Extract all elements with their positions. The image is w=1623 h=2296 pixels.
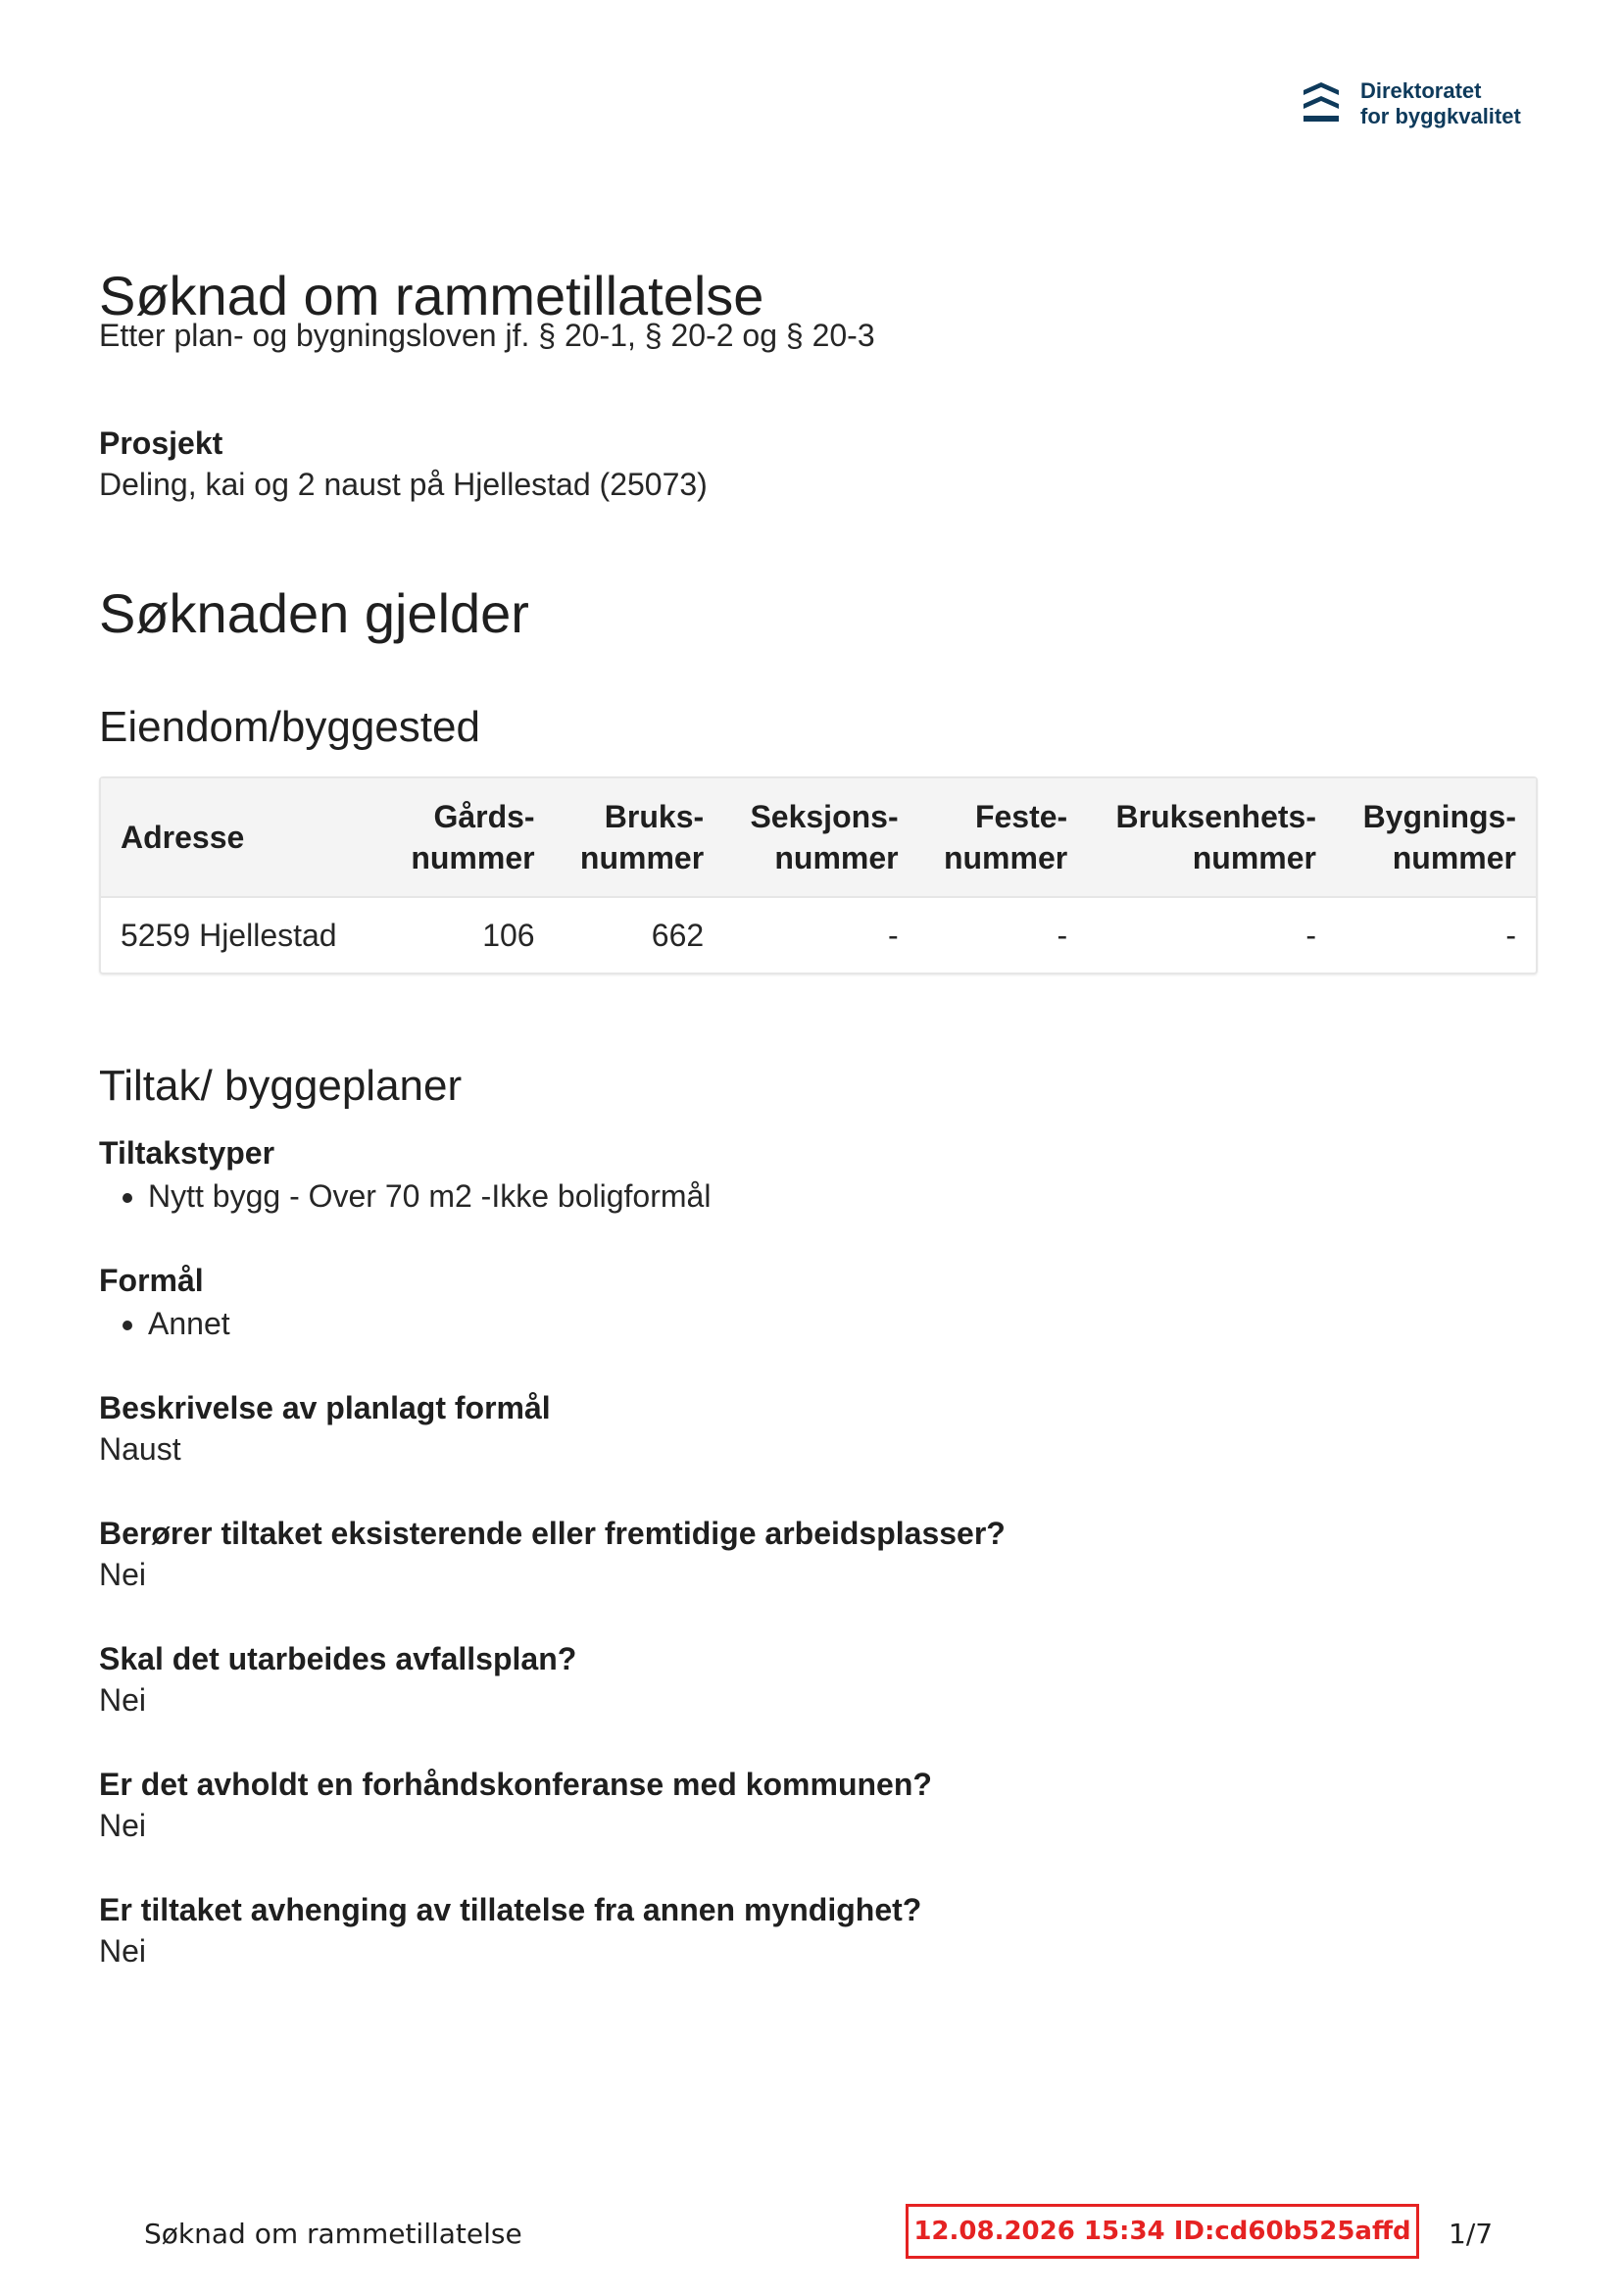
- table-row: [101, 897, 1536, 973]
- list-item: • Annet: [148, 1302, 1536, 1345]
- cell-seksjonsnummer: -: [723, 897, 917, 973]
- col-adresse-label: Adresse: [121, 820, 245, 855]
- myndighet-label: Er tiltaket avhenging av tillatelse fra annen myndighet?: [99, 1892, 922, 1927]
- col-seksjonsnummer-l1: Seksjons-: [750, 799, 899, 834]
- tiltakstyper-list: [99, 1174, 1536, 1218]
- cell-festenummer: -: [918, 897, 1088, 973]
- prosjekt-value: Deling, kai og 2 naust på Hjellestad (25073): [99, 467, 708, 502]
- col-gardsnummer: [385, 778, 555, 897]
- col-bruksenhetsnummer-l1: Bruksenhets-: [1115, 799, 1316, 834]
- arbeidsplasser-label: Berører tiltaket eksisterende eller fremtidige arbeidsplasser?: [99, 1516, 1006, 1551]
- tiltakstyper-field: [99, 1133, 1536, 1218]
- col-bruksenhetsnummer-l2: nummer: [1192, 840, 1316, 875]
- logo-text: [1360, 78, 1521, 129]
- forhandskonferanse-label: Er det avholdt en forhåndskonferanse med kommunen?: [99, 1767, 932, 1802]
- cell-bruksenhetsnummer: -: [1087, 897, 1336, 973]
- forhandskonferanse-value: Nei: [99, 1808, 147, 1843]
- myndighet-value: Nei: [99, 1933, 147, 1969]
- col-festenummer-l2: nummer: [943, 840, 1068, 875]
- avfallsplan-value: Nei: [99, 1682, 147, 1718]
- prosjekt-label: Prosjekt: [99, 425, 223, 461]
- tiltak-title: Tiltak/ byggeplaner: [99, 1062, 463, 1110]
- section-title: Søknaden gjelder: [99, 582, 529, 644]
- col-gardsnummer-l2: nummer: [411, 840, 535, 875]
- cell-bruksnummer: 662: [555, 897, 724, 973]
- formal-label: Formål: [99, 1263, 204, 1298]
- tiltakstyper-label: Tiltakstyper: [99, 1135, 275, 1171]
- table-header-row: [101, 778, 1536, 897]
- page-title: Søknad om rammetillatelse: [99, 265, 764, 326]
- col-seksjonsnummer: [723, 778, 917, 897]
- logo-line-2: for byggkvalitet: [1360, 104, 1521, 128]
- col-festenummer-l1: Feste-: [974, 799, 1068, 834]
- beskrivelse-field: [99, 1388, 1536, 1471]
- cell-adresse: 5259 Hjellestad: [101, 897, 385, 973]
- page-number: 1/7: [1449, 2218, 1494, 2250]
- page-subtitle: Etter plan- og bygningsloven jf. § 20-1, § 20-2 og § 20-3: [99, 318, 875, 353]
- beskrivelse-value: Naust: [99, 1431, 181, 1467]
- col-seksjonsnummer-l2: nummer: [774, 840, 899, 875]
- myndighet-field: [99, 1890, 1536, 1972]
- avfallsplan-label: Skal det utarbeides avfallsplan?: [99, 1641, 577, 1676]
- list-item: • Nytt bygg - Over 70 m2 -Ikke boligformål: [148, 1174, 1536, 1218]
- col-festenummer: [918, 778, 1088, 897]
- col-bruksnummer-l2: nummer: [579, 840, 705, 875]
- col-adresse: [101, 778, 385, 897]
- logo-line-1: Direktoratet: [1360, 78, 1482, 103]
- col-bruksenhetsnummer: [1087, 778, 1336, 897]
- footer-title: Søknad om rammetillatelse: [144, 2218, 522, 2250]
- formal-field: [99, 1261, 1536, 1345]
- cell-gardsnummer: 106: [385, 897, 555, 973]
- arbeidsplasser-value: Nei: [99, 1557, 147, 1592]
- forhandskonferanse-field: [99, 1765, 1536, 1847]
- eiendom-title: Eiendom/byggested: [99, 703, 480, 751]
- col-bygningsnummer: [1336, 778, 1536, 897]
- timestamp-id-stamp: 12.08.2026 15:34 ID:cd60b525affd: [906, 2204, 1419, 2259]
- beskrivelse-label: Beskrivelse av planlagt formål: [99, 1390, 551, 1425]
- avfallsplan-field: [99, 1639, 1536, 1722]
- document-body: [99, 265, 1536, 1972]
- arbeidsplasser-field: [99, 1514, 1536, 1596]
- eiendom-table: [99, 776, 1538, 974]
- dibk-logo: [1302, 76, 1537, 131]
- col-bygningsnummer-l2: nummer: [1392, 840, 1516, 875]
- col-bruksnummer-l1: Bruks-: [604, 799, 705, 834]
- page-footer: [0, 2204, 1623, 2263]
- prosjekt-block: [99, 424, 1536, 506]
- col-bygningsnummer-l1: Bygnings-: [1362, 799, 1516, 834]
- dibk-logo-icon: [1302, 78, 1341, 129]
- formal-list: [99, 1302, 1536, 1345]
- col-gardsnummer-l1: Gårds-: [433, 799, 535, 834]
- cell-bygningsnummer: -: [1336, 897, 1536, 973]
- col-bruksnummer: [555, 778, 724, 897]
